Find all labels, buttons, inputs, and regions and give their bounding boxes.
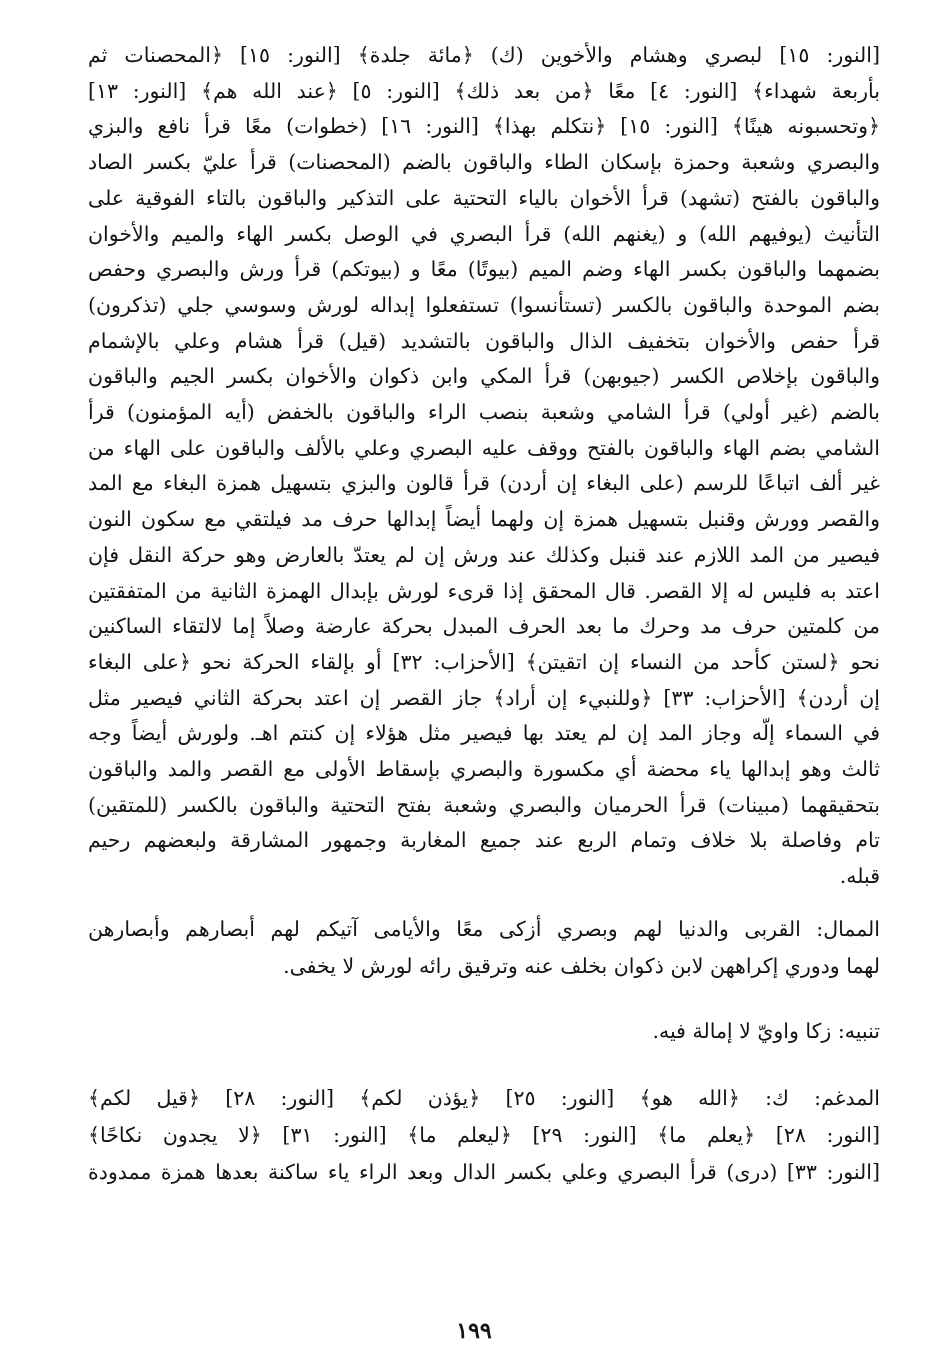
text-line: بالضم (غير أولي) قرأ الشامي وشعبة بنصب الراء والباقون بالخفض (أيه المؤمنون) قرأ [88,400,880,425]
text-line: الشامي بضم الهاء والباقون بالفتح ووقف عليه البصري وعلي بالألف والباقون على الهاء من [88,435,880,460]
text-line: بتحقيقهما (مبينات) قرأ الحرميان والبصري وشعبة بفتح التحتية والباقون بالكسر (للمتقين) [88,792,880,817]
text-line: والباقون بإخلاص الكسر (جيوبهن) قرأ المكي وابن ذكوان والأخوان بكسر الجيم والباقون [88,364,880,389]
text-line: من كلمتين حرف مد وحرك ما بعد الحرف المبدل بحركة عارضة وصلاً إما لالتقاء الساكنين [88,614,880,639]
text-line: لهما ودوري إكراههن لابن ذكوان بخلف عنه وترقيق رائه لورش لا يخفى. [283,953,880,978]
mumal-section [88,911,880,985]
note-section [88,1013,880,1050]
text-line: والقصر وورش وقنبل بتسهيل همزة إن ولهما أيضاً إبدالها حرف مد فيلتقي مع سكون النون [88,507,880,532]
page-number: ١٩٩ [456,1318,492,1344]
text-line: قرأ حفص والأخوان بتخفيف الذال والباقون بالتشديد (قيل) قرأ هشام وعلي بالإشمام [88,328,880,353]
text-line: بأربعة شهداء﴾ [النور: ٤] معًا ﴿من بعد ذلك﴾ [النور: ٥] ﴿عند الله هم﴾ [النور: ١٣] [88,78,880,103]
text-line: بضمهما والباقون بكسر الهاء وضم الميم (بيوتًا) معًا و (بيوتكم) قرأ ورش والبصري وحفص [88,257,880,282]
text-line: والبصري وشعبة وحمزة بإسكان الطاء والباقون بالضم (المحصنات) قرأ عليّ بكسر الصاد [88,150,880,175]
text-line: [النور: ١٥] لبصري وهشام والأخوين (ك) ﴿مائة جلدة﴾ [النور: ١٥] ﴿المحصنات ثم [88,43,880,67]
text-line: المدغم: ك: ﴿الله هو﴾ [النور: ٢٥] ﴿يؤذن لكم﴾ [النور: ٢٨] ﴿قيل لكم﴾ [88,1085,880,1110]
text-line: والباقون بالفتح (تشهد) قرأ الأخوان بالياء التحتية على التذكير والباقون بالتاء الفوقية على [88,185,880,210]
text-line: فيصير من المد اللازم عند قنبل وكذلك عند ورش إن لم يعتدّ بالعارض وهو حركة النقل فإن [88,542,880,567]
text-line: الممال: القربى والدنيا لهم وبصري أزكى معًا والأيامى آتيكم لهم أبصارهم وأبصارهن [88,916,880,941]
text-line: قبله. [839,864,880,889]
mudgham-section [88,1080,880,1191]
text-line: اعتد به فليس له إلا القصر. قال المحقق إذا قرىء لورش بإبدال الهمزة الثانية من المتفقتين [88,578,880,603]
text-line: غير ألف اتباعًا للرسم (على البغاء إن أردن) قرأ قالون والبزي بتسهيل همزة البغاء مع المد [88,471,880,496]
text-line: تنبيه: زكا واويّ لا إمالة فيه. [652,1018,880,1043]
text-line: [النور: ٣٣] (درى) قرأ البصري وعلي بكسر الدال وبعد الراء ياء ساكنة بعدها همزة ممدودة [88,1159,880,1184]
text-line: تام وفاصلة بلا خلاف وتمام الربع عند جميع المغاربة وجمهور المشارقة ولبعضهم رحيم [88,828,880,853]
text-line: [النور: ٢٨] ﴿يعلم ما﴾ [النور: ٢٩] ﴿ليعلم ما﴾ [النور: ٣١] ﴿لا يجدون نكاحًا﴾ [88,1122,880,1147]
text-line: التأنيث (يوفيهم الله) و (يغنهم الله) قرأ البصري في الوصل بكسر الهاء والميم والأخوان [88,221,880,246]
text-line: في السماء إلّه وجاز المد إن لم يعتد بها فيصير مثل هؤلاء إن كنتم اهـ. ولورش أيضاً وجه [88,721,880,746]
text-line: بضم الموحدة والباقون بالكسر (تستأنسوا) تستفعلوا إبداله لورش وسوسي جلي (تذكرون) [88,292,880,317]
text-line: نحو ﴿لستن كأحد من النساء إن اتقيتن﴾ [الأحزاب: ٣٢] أو بإلقاء الحركة نحو ﴿على البغاء [88,649,880,674]
main-commentary-block [88,38,880,895]
text-line: ثالث وهو إبدالها ياء محضة أي مكسورة والبصري بإسقاط الأولى مع القصر والمد والباقون [88,757,880,782]
text-line: إن أردن﴾ [الأحزاب: ٣٣] ﴿وللنبيء إن أراد﴾ جاز القصر إن اعتد بحركة الثاني فيصير مثل [88,685,880,710]
text-line: ﴿وتحسبونه هينًا﴾ [النور: ١٥] ﴿نتكلم بهذا﴾ [النور: ١٦] (خطوات) معًا قرأ نافع والبزي [88,114,880,139]
